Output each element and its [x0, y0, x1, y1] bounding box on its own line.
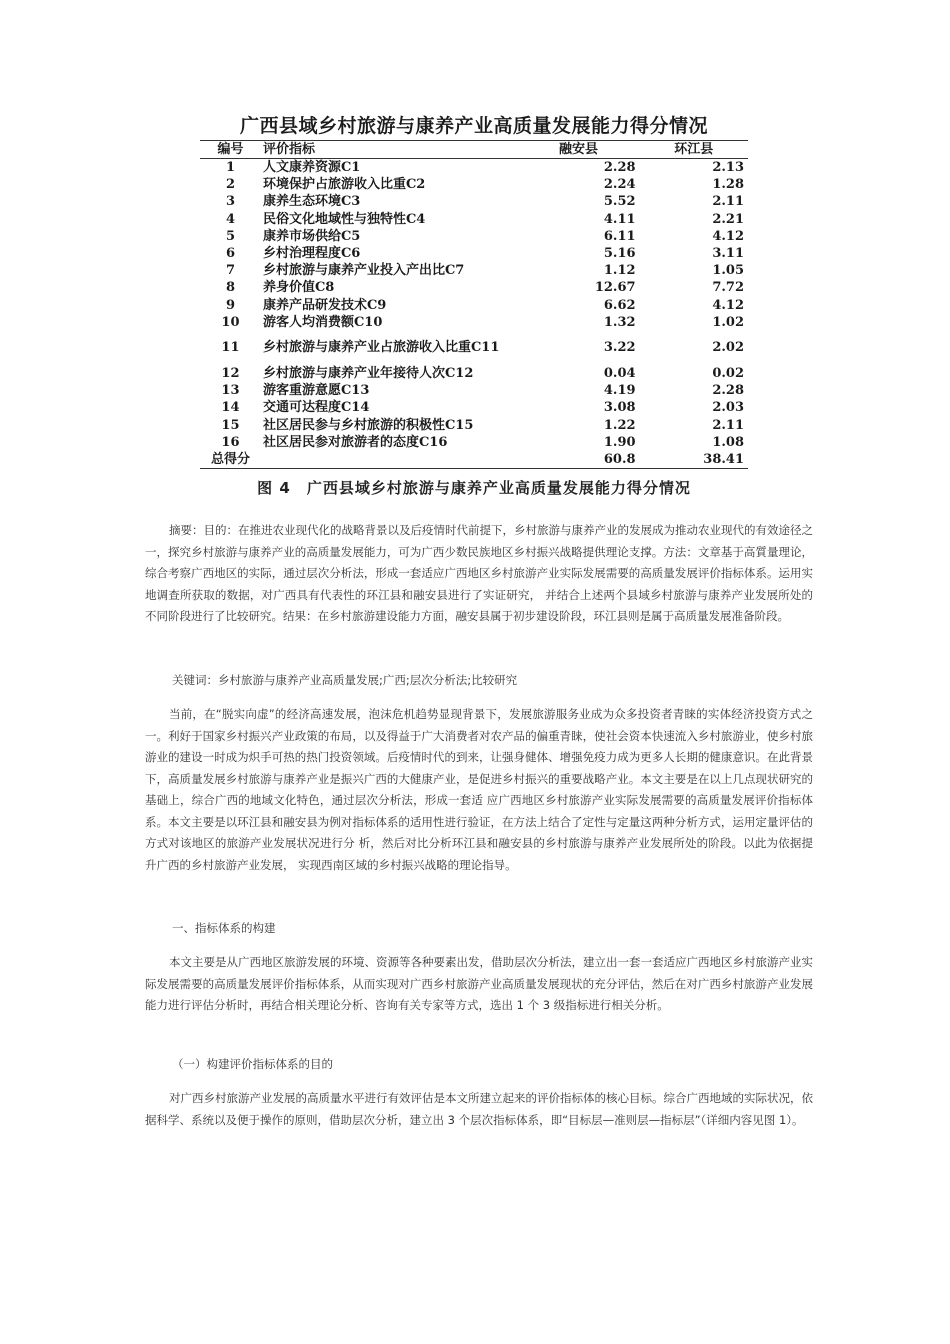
row-indicator: 康养产品研发技术C9 [262, 297, 387, 313]
table-row [200, 211, 748, 228]
row-rongan-score: 1.90 [603, 434, 636, 450]
table-row [200, 176, 748, 193]
row-huanjiang-score: 0.02 [712, 365, 744, 381]
abstract-paragraph: 摘要：目的：在推进农业现代化的战略背景以及后疫情时代前提下，乡村旅游与康养产业的发展成为推动农业现代的有效途径之一，探究乡村旅游与康养产业的高质量发展能力，可为广西少数民族地区乡村振兴战略提供理论支撑。方法：文章基于高質量理论，综合考察广西地区的实际，通过层次分析法，形成一套适应广西地区乡村旅游产业实际发展需要的高质量发展评价指标体系。运用实地调查所获取的数据，对广西具有代表性的环江县和融安县进行了实证研究， 并结合上述两个县域乡村旅游与康养产业发展所处的不同阶段进行了比较研究。结果：在乡村旅游建设能力方面，融安县属于初步建设阶段，环江县则是属于高质量发展准备阶段。 [145, 523, 813, 623]
keywords-line: 关键词：乡村旅游与康养产业高质量发展;广西;层次分析法;比较研究 [172, 673, 518, 687]
row-indicator: 社区居民参对旅游者的态度C16 [262, 434, 448, 450]
header-indicator: 评价指标 [261, 141, 517, 159]
row-number: 4 [225, 211, 235, 227]
table-row [200, 245, 748, 262]
row-number: 1 [225, 160, 235, 176]
intro-paragraph: 当前，在“脱实向虚”的经济高速发展，泡沫危机趋势显现背景下，发展旅游服务业成为众多投资者青睐的实体经济投资方式之一。利好于国家乡村振兴产业政策的布局，以及得益于广大消费者对农产品的偏重青睐，使社会资本快速流入乡村旅游业，使乡村旅游业的建设一时成为炽手可热的热门投资领域。后疫情时代的到来，让强身健体、增强免疫力成为更多人长期的健康意识。在此背景下，高质量发展乡村旅游与康养产业是振兴广西的大健康产业，是促进乡村振兴的重要战略产业。本文主要是在以上几点现状研究的基础上，综合广西的地域文化特色，通过层次分析法，形成一套适 应广西地区乡村旅游产业实际发展需要的高质量发展评价指标体系。本文主要是以环江县和融安县为例对指标体系的适用性进行验证，在方法上结合了定性与定量这两种分析方式，运用定量评估的方式对该地区的旅游产业发展状况进行分 析，然后对比分析环江县和融安县的乡村旅游与康养产业发展所处的阶段。以此为依据提升广西的乡村旅游产业发展， 实现西南区域的乡村振兴战略的理论指导。 [145, 707, 813, 872]
row-number: 12 [221, 365, 240, 381]
row-huanjiang-score: 1.05 [712, 263, 744, 279]
row-rongan-score: 4.19 [603, 383, 636, 399]
row-huanjiang-score: 3.11 [712, 246, 744, 262]
table-row [200, 279, 748, 296]
row-huanjiang-score: 2.13 [712, 160, 744, 176]
row-rongan-score: 12.67 [594, 280, 636, 296]
row-rongan-score: 6.11 [603, 228, 636, 244]
section1-paragraph: 本文主要是从广西地区旅游发展的环境、资源等各种要素出发，借助层次分析法，建立出一套一套适应广西地区乡村旅游产业实际发展需要的高质量发展评价指标体系，从而实现对广西乡村旅游产业高质量发展现状的充分评估，然后在对广西乡村旅游产业发展能力进行评估分析时，再结合相关理论分析、咨询有关专家等方式，选出 1 个 3 级指标进行相关分析。 [145, 955, 813, 1012]
score-table [200, 140, 748, 469]
row-indicator: 乡村治理程度C6 [262, 246, 361, 262]
total-rongan-score: 60.8 [517, 451, 639, 469]
row-number: 7 [225, 263, 235, 279]
total-spacer [261, 451, 517, 469]
row-number: 11 [221, 340, 240, 356]
row-huanjiang-score: 2.11 [712, 417, 744, 433]
row-number: 5 [225, 228, 235, 244]
row-indicator: 康养生态环境C3 [262, 194, 361, 210]
total-label: 总得分 [200, 451, 261, 469]
row-indicator: 乡村旅游与康养产业投入产出比C7 [262, 263, 465, 279]
row-rongan-score: 0.04 [603, 365, 636, 381]
row-indicator: 养身价值C8 [262, 280, 335, 296]
row-huanjiang-score: 4.12 [712, 228, 744, 244]
table-row [200, 365, 748, 382]
table-total-row [200, 451, 748, 469]
row-huanjiang-score: 1.08 [712, 434, 744, 450]
table-header-row [200, 141, 748, 159]
row-rongan-score: 1.22 [603, 417, 636, 433]
row-rongan-score: 4.11 [603, 211, 636, 227]
table-row [200, 297, 748, 314]
row-rongan-score: 5.16 [603, 246, 636, 262]
row-number: 10 [221, 314, 240, 330]
table-row [200, 228, 748, 245]
row-number: 9 [225, 297, 235, 313]
table-row [200, 399, 748, 416]
row-indicator: 康养市场供给C5 [262, 228, 361, 244]
row-huanjiang-score: 2.03 [712, 400, 744, 416]
row-huanjiang-score: 2.28 [712, 383, 744, 399]
row-number: 2 [225, 177, 235, 193]
row-indicator: 乡村旅游与康养产业占旅游收入比重C11 [262, 340, 500, 356]
row-rongan-score: 1.12 [603, 263, 636, 279]
table-row [200, 159, 748, 177]
header-rongan: 融安县 [517, 141, 639, 159]
table-row [200, 382, 748, 399]
figure-title: 广西县域乡村旅游与康养产业高质量发展能力得分情况 [239, 115, 708, 137]
total-huanjiang-score: 38.41 [640, 451, 748, 469]
table-row [200, 434, 748, 451]
row-rongan-score: 6.62 [603, 297, 636, 313]
row-indicator: 游客人均消费额C10 [262, 314, 383, 330]
row-indicator: 交通可达程度C14 [262, 400, 370, 416]
table-row [200, 193, 748, 210]
row-huanjiang-score: 2.11 [712, 194, 744, 210]
row-huanjiang-score: 1.28 [712, 177, 744, 193]
row-indicator: 游客重游意愿C13 [262, 383, 370, 399]
row-huanjiang-score: 2.21 [712, 211, 744, 227]
row-rongan-score: 3.08 [603, 400, 636, 416]
row-rongan-score: 2.24 [603, 177, 636, 193]
row-huanjiang-score: 4.12 [712, 297, 744, 313]
subsection1-paragraph: 对广西乡村旅游产业发展的高质量水平进行有效评估是本文所建立起来的评价指标体的核心目标。综合广西地域的实际状况，依据科学、系统以及便于操作的原则，借助层次分析，建立出 3 个层次指标体系，即“目标层—准则层—指标层”（详细内容见图 1）。 [145, 1091, 813, 1127]
row-number: 8 [225, 280, 235, 296]
row-rongan-score: 1.32 [603, 314, 636, 330]
row-number: 3 [225, 194, 235, 210]
row-number: 15 [221, 417, 240, 433]
row-indicator: 乡村旅游与康养产业年接待人次C12 [262, 365, 474, 381]
row-indicator: 环境保护占旅游收入比重C2 [262, 177, 426, 193]
table-row [200, 262, 748, 279]
table-row [200, 331, 748, 365]
row-huanjiang-score: 1.02 [712, 314, 744, 330]
subsection-heading-1: （一）构建评价指标体系的目的 [172, 1057, 333, 1071]
score-figure [200, 112, 748, 498]
row-huanjiang-score: 2.02 [712, 340, 744, 356]
header-huanjiang: 环江县 [640, 141, 748, 159]
header-number: 编号 [200, 141, 261, 159]
row-rongan-score: 3.22 [603, 340, 636, 356]
row-number: 16 [221, 434, 240, 450]
figure-caption: 图 4 广西县域乡村旅游与康养产业高质量发展能力得分情况 [257, 479, 691, 497]
row-rongan-score: 5.52 [603, 194, 636, 210]
row-number: 13 [221, 383, 240, 399]
row-indicator: 民俗文化地域性与独特性C4 [262, 211, 426, 227]
row-huanjiang-score: 7.72 [712, 280, 744, 296]
row-rongan-score: 2.28 [603, 160, 636, 176]
row-number: 6 [225, 246, 235, 262]
table-row [200, 314, 748, 331]
table-row [200, 416, 748, 433]
row-indicator: 社区居民参与乡村旅游的积极性C15 [262, 417, 474, 433]
table-body [200, 159, 748, 469]
section-heading-1: 一、指标体系的构建 [172, 921, 276, 935]
row-indicator: 人文康养资源C1 [262, 160, 361, 176]
row-number: 14 [221, 400, 240, 416]
